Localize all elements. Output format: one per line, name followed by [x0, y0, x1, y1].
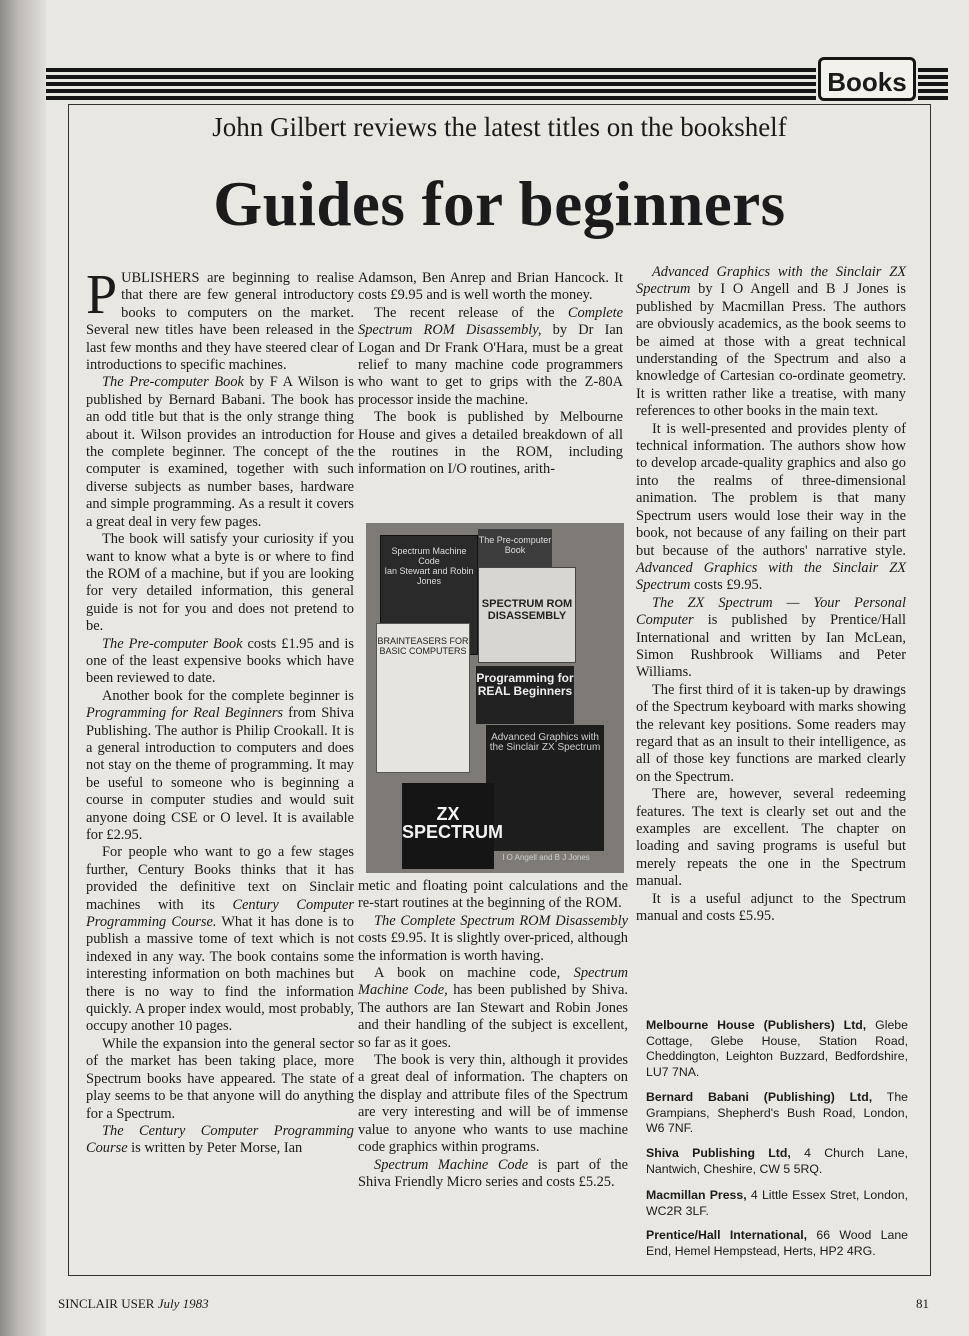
cover-title: Advanced Graphics with the Sinclair ZX Spectrum: [489, 732, 601, 753]
paragraph-text: is part of the Shiva Friendly Micro series and costs £5.25.: [358, 1156, 628, 1190]
book-title: Spectrum Machine Code,: [358, 965, 628, 999]
paragraph-text: A book on machine code,: [374, 965, 574, 982]
page-number: 81: [916, 1296, 929, 1311]
paragraph-text: The book will satisfy your curiosity if you want to know what a byte is or where to find the ROM of a machine, but if you are looking for very detailed information, this general guide is not for you and does not pretend to be.: [86, 531, 354, 635]
paragraph-text: There are, however, several redeeming features. The text is clearly set out and the examples are excellent. The chapter on loading and saving programs is useful but merely repeats the one in the Spectrum manual.: [636, 786, 906, 890]
paragraph-text: Another book for the complete beginner is: [102, 687, 354, 704]
paragraph: [636, 682, 906, 786]
cover-author-label: [494, 853, 598, 867]
publisher-address: [646, 1228, 908, 1259]
paragraph: [636, 595, 906, 682]
paragraph: [636, 264, 906, 421]
paragraph-text: has been published by Shiva. The authors are Ian Stewart and Robin Jones and their handling of the subject is excellent, so far as it goes.: [358, 982, 628, 1051]
column-3: [636, 264, 906, 925]
book-title: The Pre-computer Book: [102, 374, 244, 391]
footer-date: July 1983: [157, 1296, 209, 1311]
cover-programming-real-beginners: [476, 666, 574, 724]
publisher-name: Shiva Publishing Ltd,: [646, 1146, 791, 1160]
kicker: John Gilbert reviews the latest titles on the bookshelf: [212, 112, 787, 142]
paragraph: [86, 636, 354, 688]
footer-publication: [58, 1296, 209, 1312]
paragraph-text: The book is very thin, although it provides a great deal of information. The chapters on the display and attribute files of the Spectrum are very interesting and will be of immense value to anyone who wants to use machine code graphics within programs.: [358, 1052, 628, 1156]
cover-title: Programming for REAL Beginners: [476, 671, 574, 698]
cover-title: The Pre-computer Book: [478, 535, 552, 555]
publisher-address: [646, 1188, 908, 1219]
paragraph: [86, 374, 354, 531]
book-title: The Complete Spectrum ROM Disassembly: [374, 912, 628, 929]
publisher-address-text: 4 Little Essex Stret, London, WC2R 3LF.: [646, 1188, 908, 1218]
paragraph-text: is written by Peter Morse, Ian: [127, 1140, 303, 1157]
paragraph-text: The recent release of the: [374, 304, 568, 321]
paragraph: [358, 409, 623, 479]
book-title: Spectrum Machine Code: [374, 1156, 529, 1173]
paragraph: [358, 913, 628, 965]
paragraph: [636, 786, 906, 890]
cover-advanced-graphics: [486, 725, 604, 851]
drop-cap: P: [86, 264, 118, 326]
publisher-name: Melbourne House (Publishers) Ltd,: [646, 1018, 867, 1032]
paragraph: [358, 1157, 628, 1192]
paragraph-text: costs £1.95 and is one of the least expensive books which have been reviewed to date.: [86, 635, 354, 687]
cover-rom-disassembly: [478, 567, 576, 663]
column-2-top: [358, 270, 623, 479]
paragraph-text: It is a useful adjunct to the Spectrum manual and costs £5.95.: [636, 890, 906, 925]
publisher-name: Prentice/Hall International,: [646, 1228, 808, 1242]
paragraph: [358, 270, 623, 305]
paragraph: [358, 878, 628, 913]
paragraph-text: While the expansion into the general sector of the market has been taking place, more Spectrum books have appeared. The state of play seems to be that anyone will do anything for a Spectrum.: [86, 1035, 354, 1122]
headline: Guides for beginners: [213, 169, 786, 239]
book-title: The Pre-computer Book: [102, 635, 243, 652]
column-1: [86, 264, 355, 1158]
paragraph: [358, 965, 628, 1052]
paragraph: [86, 844, 354, 1035]
publisher-name: Bernard Babani (Publishing) Ltd,: [646, 1090, 873, 1104]
column-2-bottom: [358, 878, 628, 1191]
paragraph-text: costs £9.95. It is slightly over-priced, although the information is worth having.: [358, 930, 628, 964]
paragraph-text: by I O Angell and B J Jones is published by Macmillan Press. The authors are obviously academics, as the book seems to be aimed at those with a great technical understanding of the Spectrum and also a knowledge of Cartesian co-ordinate geometry. It is written rather like a treatise, with many references to other books in the main text.: [636, 281, 906, 420]
book-title: The ZX Spectrum — Your Personal Computer: [636, 594, 906, 629]
publisher-address-text: 4 Church Lane, Nantwich, Cheshire, CW 5 5RQ.: [646, 1146, 908, 1176]
header-rules: [46, 68, 816, 102]
book-title: Advanced Graphics with the Sinclair ZX Spectrum: [636, 264, 906, 298]
section-tab: Books: [818, 57, 916, 101]
paragraph-text: metic and floating point calculations and the re-start routines at the beginning of the ROM.: [358, 878, 628, 912]
cover-title: ZX SPECTRUM: [402, 804, 504, 842]
publisher-name: Macmillan Press,: [646, 1188, 747, 1202]
page-spine-shadow: [0, 0, 46, 1336]
paragraph: [636, 421, 906, 595]
paragraph-text: For people who want to go a few stages further, Century Books thinks that it has provided the definitive text on Sinclair machines with its: [86, 844, 354, 913]
paragraph: [636, 891, 906, 926]
cover-title: SPECTRUM ROM DISASSEMBLY: [481, 598, 573, 622]
publisher-address: [646, 1090, 908, 1137]
paragraph: [86, 1123, 354, 1158]
paragraph: [86, 688, 354, 845]
paragraph-text: What it has done is to publish a massive tome of text which is not indexed in any way. The book contains some interesting information on both machines but there is no way to find the information quickly. A proper index would, most probably, occupy another 10 pages.: [86, 914, 354, 1035]
paragraph-text: UBLISHERS are beginning to realise that there are few general introductory books to computers on the market. Several new titles have been released in the last few months and they have steered clear of introductions to specific machines.: [86, 270, 354, 374]
cover-author: Ian Stewart and Robin Jones: [384, 566, 474, 586]
book-title: Programming for Real Beginners: [86, 705, 284, 722]
book-covers-photo: [366, 523, 624, 873]
paragraph: [358, 305, 623, 409]
paragraph-text: is published by Prentice/Hall International and written by Ian McLean, Simon Rushbrook Williams and Peter Williams.: [636, 612, 906, 681]
publisher-address-text: Glebe Cottage, Glebe House, Station Road, Cheddington, Leighton Buzzard, Bedfordshire, LU7 7NA.: [646, 1018, 908, 1079]
paragraph: [358, 1052, 628, 1156]
cover-title: BRAINTEASERS FOR BASIC COMPUTERS: [377, 636, 469, 656]
cover-author: I O Angell and B J Jones: [502, 853, 590, 862]
cover-zx-spectrum: [402, 783, 504, 869]
footer-magazine: SINCLAIR USER: [58, 1296, 155, 1311]
book-title: Advanced Graphics with the Sinclair ZX Spectrum: [636, 559, 906, 594]
paragraph-text: The first third of it is taken-up by drawings of the Spectrum keyboard with marks showing the relevant key positions. Some readers may regard that as an insult to their intelligence, as all of those key functions are marked clearly on the Spectrum.: [636, 681, 906, 785]
paragraph-text: Adamson, Ben Anrep and Brian Hancock. It costs £9.95 and is well worth the money.: [358, 270, 623, 304]
book-title: The Century Computer Programming Course: [86, 1122, 354, 1157]
publisher-address: [646, 1018, 908, 1080]
paragraph-text: from Shiva Publishing. The author is Philip Crookall. It is a general introduction to computers and does not stay on the theme of programming. It may be useful to someone who is beginning a course in computer studies and would suit anyone doing CSE or O level. It is available for £2.95.: [86, 705, 355, 843]
publisher-address: [646, 1146, 908, 1177]
paragraph: [86, 1036, 354, 1123]
paragraph-text: The book is published by Melbourne House and gives a detailed breakdown of all the routines in the ROM, including information on I/O routines, arith-: [358, 409, 623, 478]
paragraph-text: costs £9.95.: [690, 577, 763, 594]
publisher-address-text: The Grampians, Shepherd's Bush Road, London, W6 7NF.: [646, 1090, 908, 1136]
paragraph: [86, 264, 354, 374]
book-title: Complete Spectrum ROM Disassembly,: [358, 304, 623, 339]
paragraph-text: It is well-presented and provides plenty of technical information. The authors show how to develop arcade-quality graphics and also go into the realms of three-dimensional animation. The problem is that many Spectrum users would lose their way in the book, not because of any failing on their part but because of the authors' narrative style.: [636, 420, 906, 559]
publisher-address-text: 66 Wood Lane End, Hemel Hempstead, Herts, HP2 4RG.: [646, 1228, 908, 1258]
paragraph: [86, 531, 354, 635]
book-title: Century Computer Programming Course.: [86, 896, 354, 931]
cover-title: Spectrum Machine Code: [391, 546, 467, 566]
paragraph-text: by Dr Ian Logan and Dr Frank O'Hara, must be a great relief to many machine code programmers who want to get to grips with the Z-80A processor inside the machine.: [358, 322, 623, 408]
header-rules-right: [918, 68, 948, 102]
paragraph-text: by F A Wilson is published by Bernard Babani. The book has an odd title but that is the only strange thing about it. Wilson provides an introduction for the complete beginner. The concept of the computer is examined, together with such diverse subjects as number bases, hardware and simple programming. As a result it covers a great deal in very few pages.: [86, 374, 354, 530]
cover-brainteasers: [376, 623, 470, 773]
